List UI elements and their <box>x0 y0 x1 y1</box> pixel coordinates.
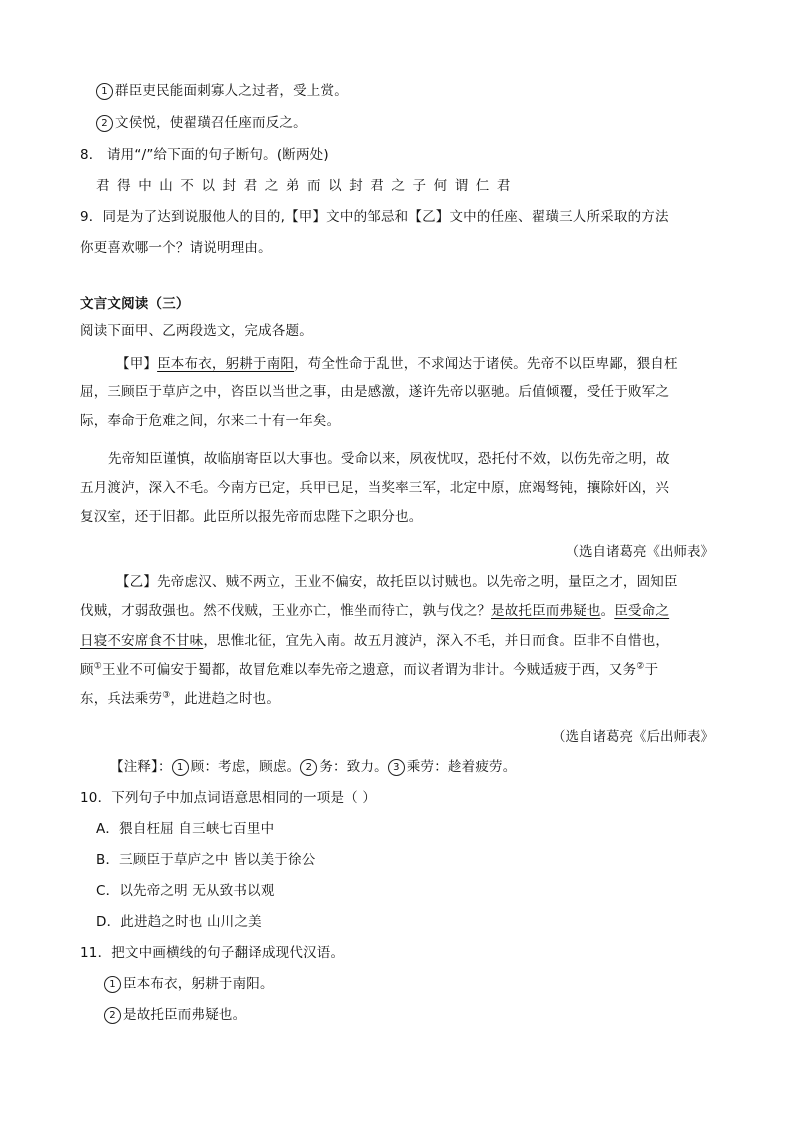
question-8: 8． 请用“/”给下面的句子断句。(断两处) <box>80 147 329 163</box>
yi-line-3: 日寝不安席食不甘味，思惟北征，宜先入南。故五月渡泸，深入不毛，并日而食。臣非不自惜也， <box>80 633 670 649</box>
yi-line-4: 顾①王业不可偏安于蜀都，故冒危难以奉先帝之遗意，而议者谓为非计。今贼适疲于西，又务②于 <box>80 661 659 678</box>
annotation-line: 【注释】： 1 顾：考虑，顾虑。 2 务：致力。 3 乘劳：趁着疲劳。 <box>110 759 517 775</box>
section-title: 文言文阅读（三） <box>80 296 190 312</box>
question-9-line-1: 9．同是为了达到说服他人的目的,【甲】文中的邹忌和【乙】文中的任座、翟璜三人所采取的方法 <box>80 209 669 225</box>
question-11: 11．把文中画横线的句子翻译成现代汉语。 <box>80 945 345 961</box>
jia-paragraph-2-line-3: 复汉室，还于旧都。此臣所以报先帝而忠陛下之职分也。 <box>80 509 423 525</box>
footnote-marker-2: ② <box>636 661 645 672</box>
section-intro: 阅读下面甲、乙两段选文，完成各题。 <box>80 323 313 339</box>
jia-paragraph-1-line-1: 【甲】臣本布衣，躬耕于南阳，苟全性命于乱世，不求闻达于诸侯。先帝不以臣卑鄙，猥自枉 <box>116 356 678 372</box>
underlined-sentence-2: 是故托臣而弗疑也 <box>491 603 601 619</box>
jia-paragraph-2-line-2: 五月渡泸，深入不毛。今南方已定，兵甲已足，当奖率三军，北定中原，庶竭驽钝，攘除奸凶，兴 <box>80 480 670 496</box>
yi-source: （选自诸葛亮《后出师表》 <box>552 729 714 745</box>
jia-paragraph-1-line-3: 际，奉命于危难之间，尔来二十有一年矣。 <box>80 413 341 429</box>
jia-paragraph-2-line-1: 先帝知臣谨慎，故临崩寄臣以大事也。受命以来，夙夜忧叹，恐托付不效，以伤先帝之明，故 <box>108 451 670 467</box>
q11-item-2: 2 是故托臣而弗疑也。 <box>104 1006 246 1024</box>
jia-source: （选自诸葛亮《出师表》 <box>565 544 714 560</box>
underlined-sentence-3-end: 日寝不安席食不甘味 <box>80 633 204 649</box>
jia-paragraph-1-line-2: 屈，三顾臣于草庐之中，咨臣以当世之事，由是感激，遂许先帝以驱驰。后值倾覆，受任于败军之 <box>80 384 670 400</box>
yi-line-1: 【乙】先帝虑汉、贼不两立，王业不偏安，故托臣以讨贼也。以先帝之明，量臣之才，固知臣 <box>116 574 678 590</box>
footnote-marker-3: ③ <box>162 690 171 701</box>
q10-option-d: D．此进趋之时也 山川之美 <box>96 914 262 930</box>
q7-item-2: 2 文侯悦，使翟璜召任座而反之。 <box>96 114 307 132</box>
underlined-sentence-3-start: 臣受命之 <box>614 603 670 619</box>
q10-option-b: B．三顾臣于草庐之中 皆以美于徐公 <box>96 852 316 868</box>
q8-sentence: 君得中山不以封君之弟而以封君之子何谓仁君 <box>96 178 518 194</box>
q10-option-c: C．以先帝之明 无从致书以观 <box>96 883 275 899</box>
footnote-marker-1: ① <box>93 661 102 672</box>
q11-item-1: 1 臣本布衣，躬耕于南阳。 <box>104 975 274 993</box>
q10-option-a: A．猥自枉屈 自三峡七百里中 <box>96 821 275 837</box>
question-9-line-2: 你更喜欢哪一个？请说明理由。 <box>80 240 272 256</box>
q7-item-1: 1 群臣吏民能面刺寡人之过者，受上赏。 <box>96 82 348 100</box>
underlined-sentence-1: 臣本布衣，躬耕于南阳 <box>157 356 295 372</box>
question-10: 10．下列句子中加点词语意思相同的一项是（ ） <box>80 790 377 806</box>
circle-number-2: 2 <box>96 115 113 132</box>
yi-line-5: 东，兵法乘劳③，此进趋之时也。 <box>80 690 281 707</box>
yi-line-2: 伐贼，才弱敌强也。然不伐贼，王业亦亡，惟坐而待亡，孰与伐之？是故托臣而弗疑也。臣受命之 <box>80 603 670 619</box>
circle-number-1: 1 <box>96 83 113 100</box>
